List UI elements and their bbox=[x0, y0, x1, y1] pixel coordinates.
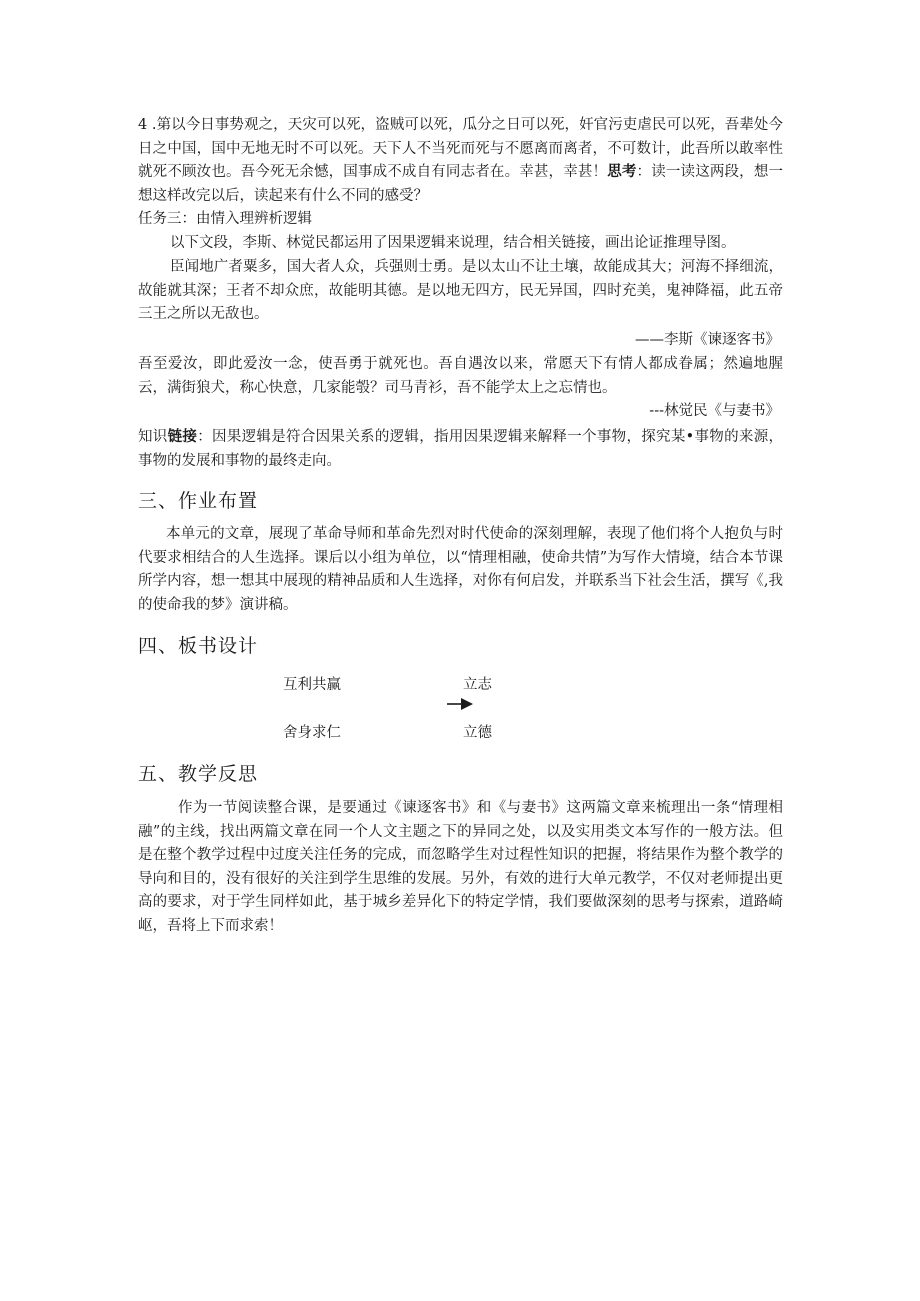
quote-linjuemin-source: ---林觉民《与妻书》 bbox=[649, 403, 780, 419]
think-prompt: ：读一读这两段，想一想这样改完以后，读起来有什么不同的感受？ bbox=[138, 164, 784, 204]
board-right-bottom: 立德 bbox=[463, 725, 492, 741]
quote-lisi: 臣闻地广者粟多，国大者人众，兵强则士勇。是以太山不让土壤，故能成其大；河海不择细流，故能就其深；王者不却众庶，故能明其德。是以地无四方，民无异国，四时充美，鬼神降福，此五帝三王之所以无敌也。 bbox=[138, 259, 783, 322]
knowledge-link-text: ：因果逻辑是符合因果关系的逻辑，指用因果逻辑来解释一个事物，探究某•事物的来源，事物的发展和事物的最终走向。 bbox=[138, 429, 784, 469]
paragraph-4 bbox=[138, 114, 783, 208]
knowledge-link bbox=[138, 426, 783, 473]
section5-heading: 五、教学反思 bbox=[138, 763, 259, 785]
board-left-bottom: 舍身求仁 bbox=[283, 725, 341, 741]
quote-lisi-source: ——李斯《谏逐客书》 bbox=[635, 332, 780, 348]
paragraph-4-text: 4 .第以今日事势观之，天灾可以死，盗贼可以死，瓜分之日可以死，奸官污吏虐民可以死，吾辈处今日之中国，国中无地无时不可以死。天下人不当死而死与不愿离而离者，不可数计，此吾所以敢率性就死不顾汝也。吾今死无余憾，国事成不成自有同志者在。幸甚，幸甚！ bbox=[138, 117, 783, 180]
section5-text: 作为一节阅读整合课，是要通过《谏逐客书》和《与妻书》这两篇文章来梳理出一条“情理相融”的主线，找出两篇文章在同一个人文主题之下的异同之处，以及实用类文本写作的一般方法。但是在整个教学过程中过度关注任务的完成，而忽略学生对过程性知识的把握，将结果作为整个教学的导向和目的，没有很好的关注到学生思维的发展。另外，有效的进行大单元教学，不仅对老师提出更高的要求，对于学生同样如此，基于城乡差异化下的特定学情，我们要做深刻的思考与探索，道路崎岖，吾将上下而求索！ bbox=[138, 800, 783, 934]
think-label: 思考 bbox=[607, 164, 637, 180]
task3-title: 任务三：由情入理辨析逻辑 bbox=[138, 211, 312, 227]
section3-heading: 三、作业布置 bbox=[138, 490, 259, 512]
section3-text: 本单元的文章，展现了革命导师和革命先烈对时代使命的深刻理解，表现了他们将个人抱负与时代要求相结合的人生选择。课后以小组为单位，以“情理相融，使命共情”为写作大情境，结合本节课所学内容，想一想其中展现的精神品质和人生选择，对你有何启发，并联系当下社会生活，撰写《,我的使命我的梦》演讲稿。 bbox=[138, 526, 783, 613]
board-left-top: 互利共赢 bbox=[283, 677, 341, 693]
section4-heading: 四、板书设计 bbox=[138, 635, 259, 657]
task3-intro: 以下文段，李斯、林觉民都运用了因果逻辑来说理，结合相关链接，画出论证推理导图。 bbox=[170, 235, 736, 251]
knowledge-link-label-b: 链接 bbox=[167, 429, 198, 445]
board-right-top: 立志 bbox=[463, 677, 492, 693]
knowledge-link-label-a: 知识 bbox=[138, 429, 168, 445]
quote-linjuemin: 吾至爱汝，即此爱汝一念，使吾勇于就死也。吾自遇汝以来，常愿天下有情人都成眷属；然遍地腥云，满街狼犬，称心快意，几家能彀？司马青衫，吾不能学太上之忘情也。 bbox=[138, 356, 783, 396]
board-arrow-icon bbox=[447, 697, 475, 711]
